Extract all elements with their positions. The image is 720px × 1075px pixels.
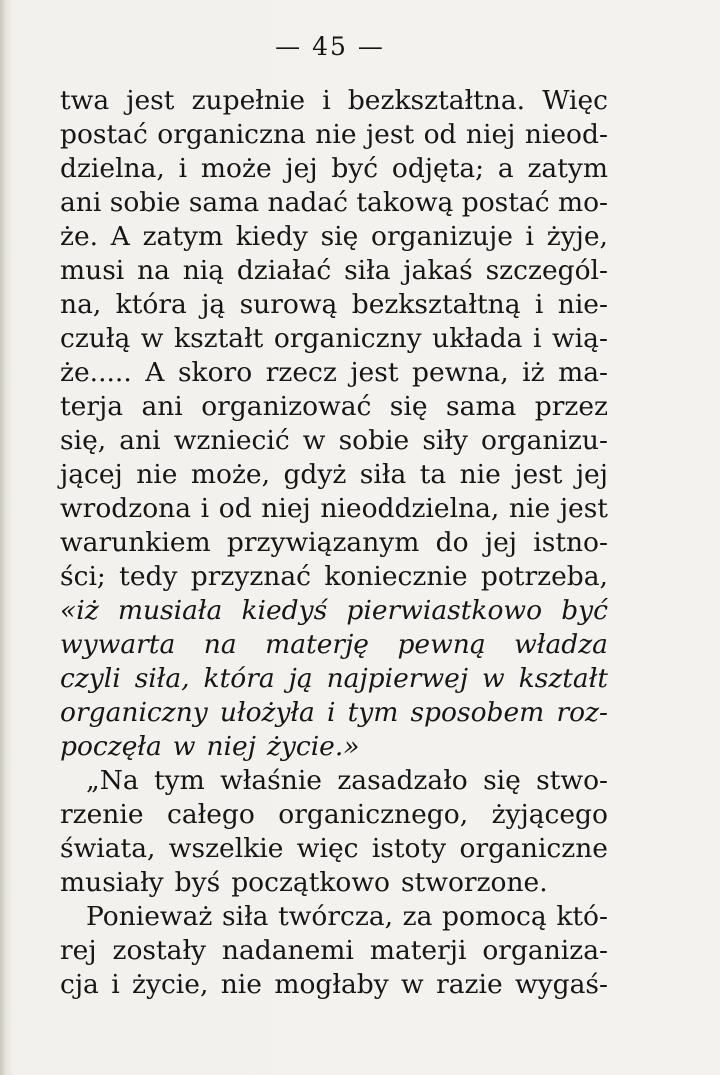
word: w (302, 425, 326, 456)
word: roz- (556, 697, 608, 728)
word: układa (432, 323, 523, 354)
word: jej (575, 459, 608, 490)
word: się (389, 391, 428, 422)
word: że..... (60, 357, 132, 388)
word: się (320, 221, 359, 252)
word: pomocą (442, 901, 547, 932)
word: tym (154, 765, 205, 796)
word: przywiązanym (226, 527, 420, 558)
word: bezkształtną (351, 289, 521, 320)
text-line (60, 560, 608, 594)
text-line (60, 900, 608, 934)
word: zasadzało (337, 765, 468, 796)
word: wygaś- (515, 969, 608, 1000)
word: siła (359, 459, 407, 490)
word: pewna, (412, 357, 509, 388)
word: materji (369, 935, 467, 966)
word: skoro (177, 357, 253, 388)
word: musiała (117, 595, 223, 626)
word: władza (514, 629, 608, 660)
word: nią (182, 255, 225, 286)
word: i (534, 289, 544, 320)
word: ją (288, 663, 313, 694)
word: w (172, 731, 196, 762)
word: być (331, 153, 379, 184)
text-line (60, 220, 608, 254)
word: nieod- (524, 119, 608, 150)
word: jakaś (403, 255, 473, 286)
word: koniecznie (324, 561, 468, 592)
word: siła, (134, 663, 190, 694)
word: razie (436, 969, 503, 1000)
word: zatym (142, 221, 224, 252)
word: rzenie (60, 799, 144, 830)
word: do (435, 527, 469, 558)
word: mo- (557, 187, 608, 218)
word: Więc (542, 85, 608, 116)
word: jest (350, 357, 399, 388)
word: jącej (60, 459, 123, 490)
word: na, (60, 289, 102, 320)
word: któ- (556, 901, 608, 932)
word: za (402, 901, 433, 932)
word: wszelkie (168, 833, 284, 864)
word: surową (239, 289, 338, 320)
text-line (60, 152, 608, 186)
text-line (60, 730, 608, 764)
word: stworzone. (401, 867, 548, 898)
word: a (497, 153, 514, 184)
text-line (60, 628, 608, 662)
word: siły (422, 425, 468, 456)
text-line (60, 424, 608, 458)
word: musi (60, 255, 125, 286)
word: stwo- (536, 765, 608, 796)
word: jest (365, 119, 415, 150)
word: byś (174, 867, 221, 898)
text-line (60, 254, 608, 288)
word: świata, (60, 833, 156, 864)
word: organiczny (273, 323, 422, 354)
word: nie (136, 459, 178, 490)
word: organizować (201, 391, 372, 422)
word: nieoddzielna, (320, 493, 500, 524)
word: jej (484, 527, 517, 558)
word: żyjącego (491, 799, 608, 830)
text-line (60, 798, 608, 832)
text-line (60, 84, 608, 118)
word: być (561, 595, 608, 626)
word: takową (356, 187, 454, 218)
text-line (60, 696, 608, 730)
word: ułożyła (219, 697, 315, 728)
word: warunkiem (60, 527, 211, 558)
word: nie- (557, 289, 608, 320)
word: organiza- (482, 935, 608, 966)
word: i (111, 969, 120, 1000)
word: i (525, 221, 535, 252)
word: kiedyś (241, 595, 328, 626)
text-line (60, 934, 608, 968)
word: i (178, 153, 188, 184)
word: ma- (558, 357, 608, 388)
word: istoty (371, 833, 447, 864)
text-line (60, 832, 608, 866)
word: nie (459, 459, 501, 490)
word: siła (344, 255, 391, 286)
word: na (203, 629, 237, 660)
text-line (60, 118, 608, 152)
text-line (60, 526, 608, 560)
word: w (401, 969, 424, 1000)
word: i (326, 697, 336, 728)
word: bezkształtna. (347, 85, 526, 116)
word: tym (347, 697, 399, 728)
word: czułą (60, 323, 131, 354)
word: dzielna, (60, 153, 165, 184)
word: twa (60, 85, 110, 116)
body-text (60, 84, 608, 1002)
word: organizuje (371, 221, 513, 252)
word: iż (522, 357, 545, 388)
word: najpierwej (326, 663, 469, 694)
word: kiedy (235, 221, 308, 252)
word: życie.» (266, 731, 360, 762)
word: właśnie (220, 765, 322, 796)
word: całego (167, 799, 255, 830)
word: i (200, 493, 210, 524)
word: musiały (60, 867, 164, 898)
word: zupełnie (191, 85, 306, 116)
text-line (60, 322, 608, 356)
word: twórcza, (278, 901, 394, 932)
word: zostały (112, 935, 207, 966)
word: wrodzona (60, 493, 192, 524)
word: ści; (60, 561, 106, 592)
word: nadać (267, 187, 349, 218)
word: nie (220, 969, 262, 1000)
word: wywarta (60, 629, 176, 660)
word: działać (236, 255, 332, 286)
word: „Na (86, 765, 139, 796)
word: jest (126, 85, 175, 116)
word: cja (60, 969, 99, 1000)
word: może, (190, 459, 271, 490)
word: mogłaby (274, 969, 389, 1000)
word: nie (315, 119, 357, 150)
word: postać (60, 119, 148, 150)
text-line (60, 594, 608, 628)
word: organizu- (481, 425, 608, 456)
word: Ponieważ (86, 901, 213, 932)
word: odjęta; (391, 153, 485, 184)
word: niej (206, 731, 256, 762)
word: szczegól- (485, 255, 608, 286)
word: poczęła (60, 731, 162, 762)
word: ją (201, 289, 226, 320)
word: w (140, 323, 164, 354)
word: może (200, 153, 272, 184)
text-line (60, 390, 608, 424)
word: ani (141, 391, 183, 422)
word: życie, (132, 969, 209, 1000)
word: początkowo (231, 867, 391, 898)
word: jest (559, 493, 608, 524)
text-line (60, 288, 608, 322)
word: że. (60, 221, 99, 252)
word: ani (119, 425, 161, 456)
word: żyje, (546, 221, 608, 252)
word: organicznego, (278, 799, 469, 830)
word: i (532, 323, 542, 354)
word: nie (508, 493, 551, 524)
text-line (60, 458, 608, 492)
word: od (218, 493, 252, 524)
word: przyznać (190, 561, 311, 592)
word: organiczne (459, 833, 608, 864)
word: się (483, 765, 521, 796)
word: gdyż (283, 459, 347, 490)
word: pierwiastkowo (346, 595, 543, 626)
word: potrzeba, (480, 561, 608, 592)
word: siła (222, 901, 269, 932)
word: kształt (518, 663, 608, 694)
word: nadanemi (221, 935, 354, 966)
word: od (423, 119, 457, 150)
word: rzecz (265, 357, 337, 388)
word: A (145, 357, 165, 388)
word: jej (285, 153, 318, 184)
word: ani (60, 187, 102, 218)
text-line (60, 492, 608, 526)
word: zatym (527, 153, 608, 184)
page-number: — 45 — (275, 32, 385, 61)
text-line (60, 356, 608, 390)
word: A (110, 221, 130, 252)
word: tedy (119, 561, 178, 592)
word: która (115, 289, 187, 320)
word: przez (534, 391, 608, 422)
word: sobie (338, 425, 410, 456)
word: sposobem (410, 697, 545, 728)
word: rej (60, 935, 97, 966)
word: ta (419, 459, 447, 490)
word: sobie (109, 187, 181, 218)
text-line (60, 186, 608, 220)
word: niej (261, 493, 311, 524)
word: jest (514, 459, 563, 490)
word: sama (188, 187, 260, 218)
word: na (137, 255, 170, 286)
word: pewną (397, 629, 486, 660)
word: się, (60, 425, 107, 456)
text-line (60, 866, 608, 900)
word: organiczny (60, 697, 208, 728)
word: wią- (552, 323, 608, 354)
word: materję (265, 629, 369, 660)
word: sama (445, 391, 517, 422)
word: więc (296, 833, 359, 864)
word: wzniecić (173, 425, 290, 456)
word: organiczna (157, 119, 306, 150)
word: «iż (60, 595, 99, 626)
word: w (482, 663, 505, 694)
word: postać (461, 187, 550, 218)
word: czyli (60, 663, 121, 694)
word: która (203, 663, 275, 694)
word: niej (465, 119, 516, 150)
word: i (322, 85, 331, 116)
word: terja (60, 391, 124, 422)
text-line (60, 764, 608, 798)
word: kształt (174, 323, 264, 354)
text-line (60, 662, 608, 696)
word: istno- (533, 527, 608, 558)
text-line (60, 968, 608, 1002)
